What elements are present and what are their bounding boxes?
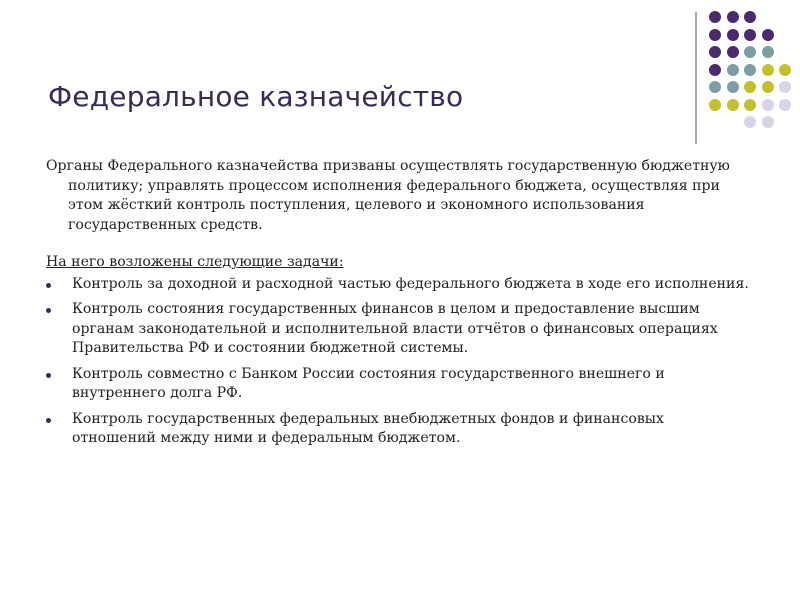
decorative-dot (762, 46, 774, 58)
decorative-dot (744, 99, 756, 111)
decorative-dot (779, 64, 791, 76)
decorative-dot (709, 11, 721, 23)
task-item (46, 410, 751, 449)
task-item (46, 275, 751, 295)
decorative-dot (709, 99, 721, 111)
decorative-dot (762, 81, 774, 93)
decorative-dot (727, 81, 739, 93)
task-text: Контроль за доходной и расходной частью федерального бюджета в ходе его исполнения. (72, 275, 749, 292)
intro-paragraph: Органы Федерального казначейства призваны осуществлять государственную бюджетную политику; управлять процессом исполнения федерального бюджета, осуществляя при этом жёсткий контроль поступления, целевого и экономного использования государственных средств. (46, 158, 730, 233)
decorative-dot (779, 99, 791, 111)
decorative-dot (727, 11, 739, 23)
decorative-dot (762, 64, 774, 76)
decorative-dot (744, 46, 756, 58)
bullet-icon (46, 418, 51, 423)
decorative-dot (779, 81, 791, 93)
decorative-dot (727, 64, 739, 76)
decorative-dot (762, 29, 774, 41)
decorative-dot (762, 99, 774, 111)
task-item (46, 365, 751, 404)
task-text: Контроль состояния государственных финансов в целом и предоставление высшим органам законодательной и исполнительной власти отчётов о финансовых операциях Правительства РФ и состоянии бюджетной системы. (72, 301, 718, 356)
decorative-dot (744, 64, 756, 76)
slide-body (46, 157, 751, 455)
task-text: Контроль совместно с Банком России состояния государственного внешнего и внутреннего долга РФ. (72, 365, 665, 401)
tasks-heading: На него возложены следующие задачи: (46, 254, 344, 270)
decorative-dot (709, 29, 721, 41)
bullet-icon (46, 283, 51, 288)
decorative-dot (727, 46, 739, 58)
decorative-dot (727, 99, 739, 111)
task-text: Контроль государственных федеральных внебюджетных фондов и финансовых отношений между ними и федеральным бюджетом. (72, 410, 664, 446)
decorative-dot (744, 81, 756, 93)
tasks-list (46, 275, 751, 449)
bullet-icon (46, 373, 51, 378)
decorative-vertical-line (695, 12, 697, 144)
task-item (46, 300, 751, 359)
decorative-dot (762, 116, 774, 128)
bullet-icon (46, 308, 51, 313)
decorative-dot (744, 29, 756, 41)
decorative-dot (709, 81, 721, 93)
slide-title: Федеральное казначейство (48, 80, 464, 113)
decorative-dot (727, 29, 739, 41)
decorative-dot (709, 46, 721, 58)
decorative-dot (744, 116, 756, 128)
decorative-dot (709, 64, 721, 76)
decorative-dot (744, 11, 756, 23)
